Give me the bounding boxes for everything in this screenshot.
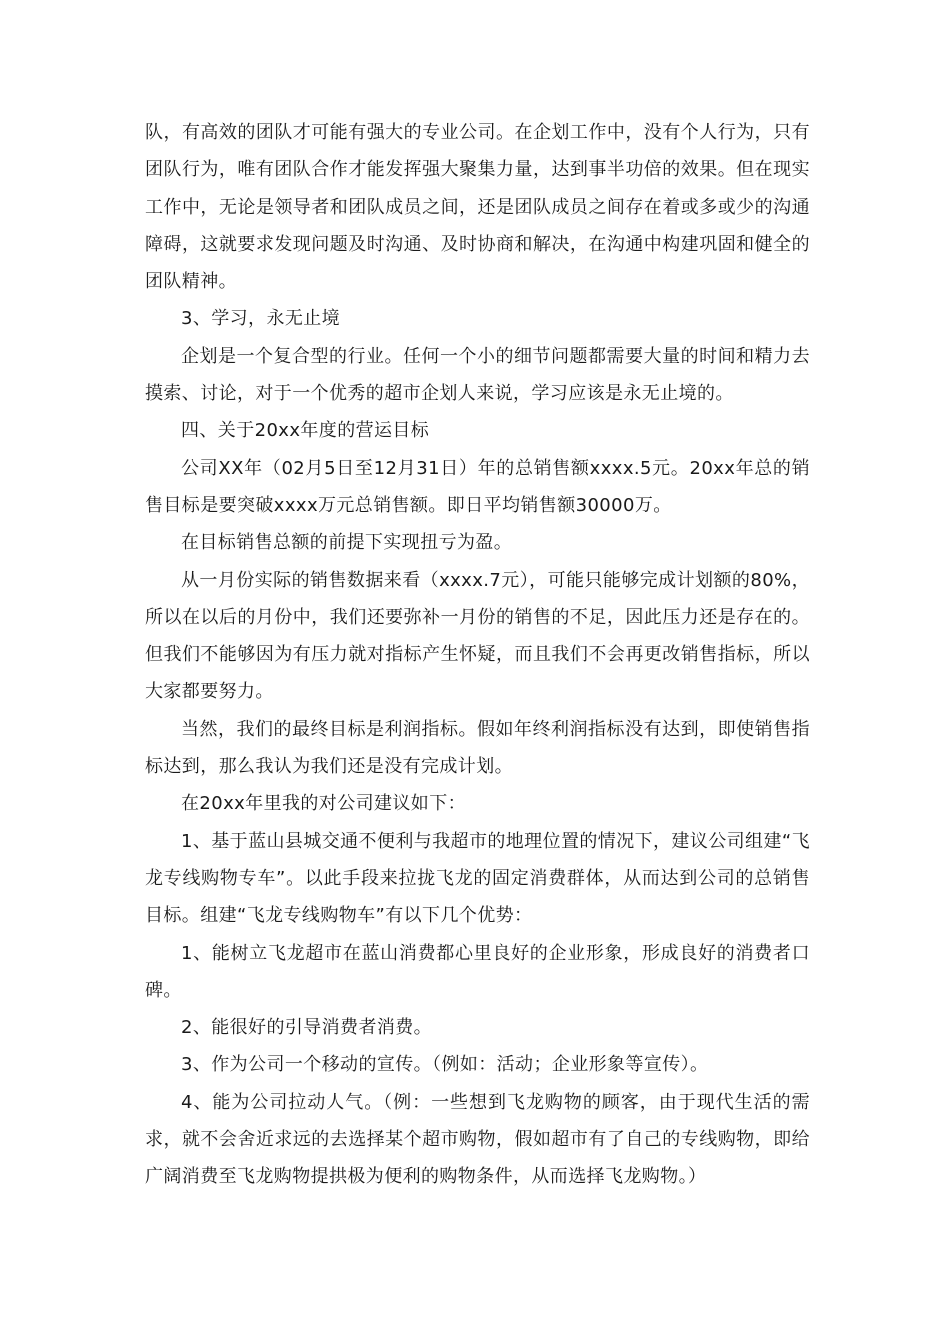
heading-operating-goals: 四、关于20xx年度的营运目标 <box>181 420 430 442</box>
paragraph-suggestion-shuttle: 1、基于蓝山县城交通不便利与我超市的地理位置的情况下，建议公司组建“飞龙专线购物专车”。以此手段来拉拢飞龙的固定消费群体，从而达到公司的总销售目标。组建“飞龙专线购物车”有以下几个优势： <box>145 830 810 927</box>
paragraph-turnaround: 在目标销售总额的前提下实现扭亏为盈。 <box>181 532 513 554</box>
list-item-advantage-1: 1、能树立飞龙超市在蓝山消费都心里良好的企业形象，形成良好的消费者口碑。 <box>145 942 810 1001</box>
paragraph-january-sales: 从一月份实际的销售数据来看（xxxx.7元），可能只能够完成计划额的80%，所以在以后的月份中，我们还要弥补一月份的销售的不足，因此压力还是存在的。但我们不能够因为有压力就对指标产生怀疑，而且我们不会再更改销售指标，所以大家都要努力。 <box>145 569 810 703</box>
list-item-advantage-2: 2、能很好的引导消费者消费。 <box>181 1017 433 1039</box>
paragraph-sales-target: 公司XX年（02月5日至12月31日）年的总销售额xxxx.5元。20xx年总的销售目标是要突破xxxx万元总销售额。即日平均销售额30000万。 <box>145 457 810 516</box>
paragraph-suggestions-intro: 在20xx年里我的对公司建议如下： <box>181 793 467 815</box>
paragraph-profit-target: 当然，我们的最终目标是利润指标。假如年终利润指标没有达到，即使销售指标达到，那么我认为我们还是没有完成计划。 <box>145 718 810 778</box>
paragraph-team-spirit: 队，有高效的团队才可能有强大的专业公司。在企划工作中，没有个人行为，只有团队行为，唯有团队合作才能发挥强大聚集力量，达到事半功倍的效果。但在现实工作中，无论是领导者和团队成员之间，还是团队成员之间存在着或多或少的沟通障碍，这就要求发现问题及时沟通、及时协商和解决，在沟通中构建巩固和健全的团队精神。 <box>145 122 810 293</box>
heading-learning: 3、学习，永无止境 <box>181 308 341 330</box>
list-item-advantage-4: 4、能为公司拉动人气。（例：一些想到飞龙购物的顾客，由于现代生活的需求，就不会舍近求远的去选择某个超市购物，假如超市有了自己的专线购物，即给广阔消费至飞龙购物提拱极为便利的购物条件，从而选择飞龙购物。） <box>145 1091 810 1188</box>
list-item-advantage-3: 3、作为公司一个移动的宣传。（例如：活动；企业形象等宣传）。 <box>181 1054 709 1076</box>
document-body <box>145 114 810 1196</box>
paragraph-learning: 企划是一个复合型的行业。任何一个小的细节问题都需要大量的时间和精力去摸索、讨论，对于一个优秀的超市企划人来说，学习应该是永无止境的。 <box>145 345 810 405</box>
